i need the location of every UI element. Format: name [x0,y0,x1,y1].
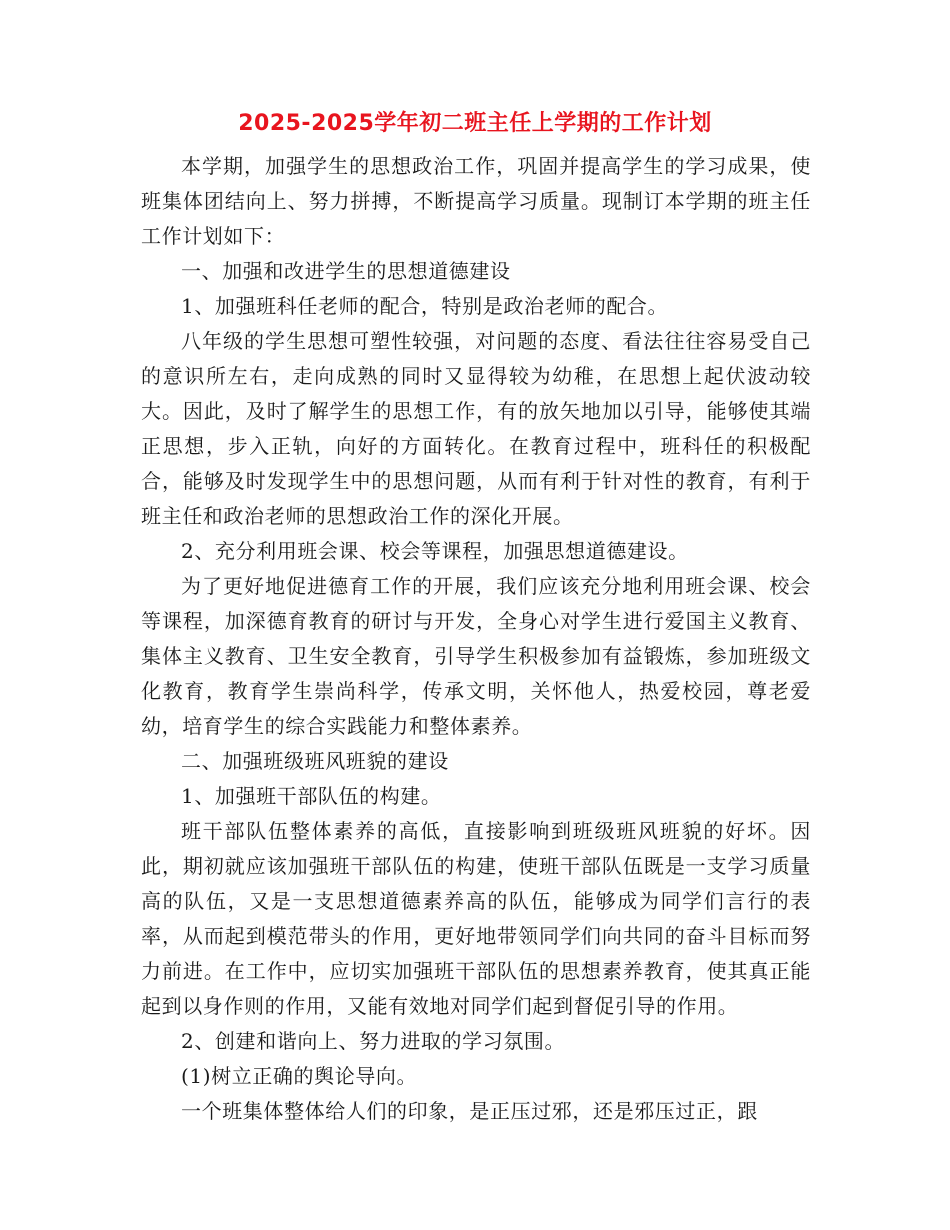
section-heading-1: 一、加强和改进学生的思想道德建设 [181,259,511,283]
body-paragraph: 班干部队伍整体素养的高低，直接影响到班级班风班貌的好坏。因此，期初就应该加强班干部队伍的构建，使班干部队伍既是一支学习质量高的队伍，又是一支思想道德素养高的队伍，能够成为同学们言行的表率，从而起到模范带头的作用，更好地带领同学们向共同的奋斗目标而努力前进。在工作中，应切实加强班干部队伍的思想素养教育，使其真正能起到以身作则的作用，又能有效地对同学们起到督促引导的作用。 [141,819,811,1018]
body-paragraph: 一个班集体整体给人们的印象，是正压过邪，还是邪压过正，跟 [181,1099,758,1123]
subheading-1-1: 1、加强班科任老师的配合，特别是政治老师的配合。 [181,294,669,318]
body-paragraph: 八年级的学生思想可塑性较强，对问题的态度、看法往往容易受自己的意识所左右，走向成熟的同时又显得较为幼稚，在思想上起伏波动较大。因此，及时了解学生的思想工作，有的放矢地加以引导，能够使其端正思想，步入正轨，向好的方面转化。在教育过程中，班科任的积极配合，能够及时发现学生中的思想问题，从而有利于针对性的教育，有利于班主任和政治老师的思想政治工作的深化开展。 [141,329,811,528]
subheading-2-1: 1、加强班干部队伍的构建。 [181,784,442,808]
intro-paragraph: 本学期，加强学生的思想政治工作，巩固并提高学生的学习成果，使班集体团结向上、努力拼搏，不断提高学习质量。现制订本学期的班主任工作计划如下： [141,154,811,248]
subheading-1-2: 2、充分利用班会课、校会等课程，加强思想道德建设。 [181,539,689,563]
subheading-2-2-1: (1)树立正确的舆论导向。 [181,1064,418,1088]
subheading-2-2: 2、创建和谐向上、努力进取的学习氛围。 [181,1029,566,1053]
body-paragraph: 为了更好地促进德育工作的开展，我们应该充分地利用班会课、校会等课程，加深德育教育的研讨与开发，全身心对学生进行爱国主义教育、集体主义教育、卫生安全教育，引导学生积极参加有益锻炼，参加班级文化教育，教育学生崇尚科学，传承文明，关怀他人，热爱校园，尊老爱幼，培育学生的综合实践能力和整体素养。 [141,574,811,738]
document-body [141,149,811,1129]
document-title: 2025-2025学年初二班主任上学期的工作计划 [238,111,712,136]
section-heading-2: 二、加强班级班风班貌的建设 [181,749,449,773]
